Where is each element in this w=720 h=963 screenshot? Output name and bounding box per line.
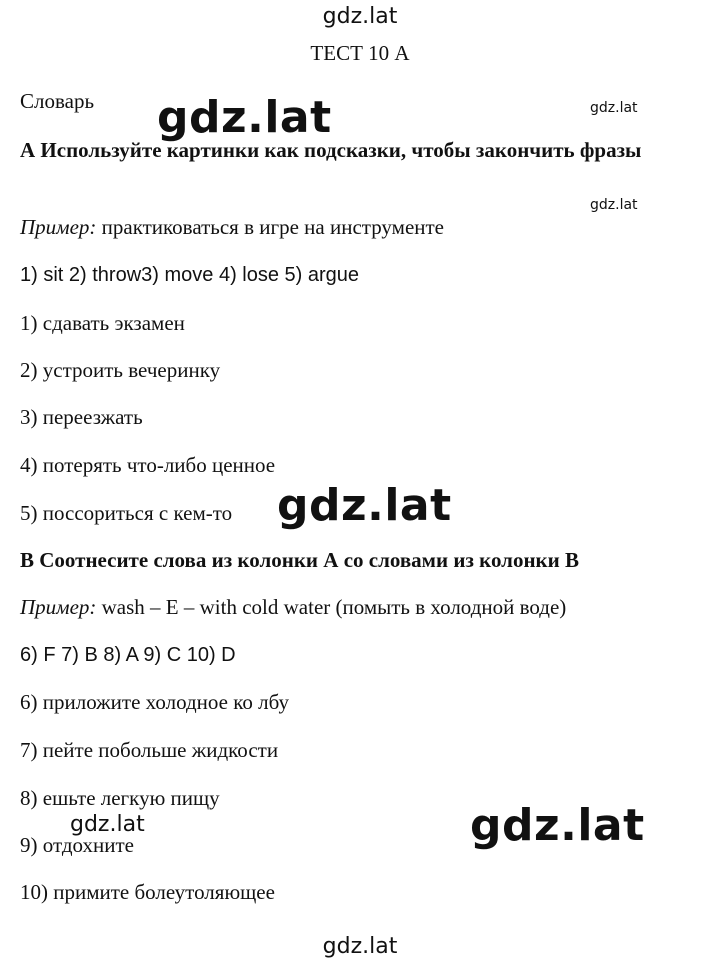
part-b-item-9: 9) отдохните: [20, 833, 135, 857]
part-a-item-3: 3) переезжать: [20, 405, 143, 429]
part-b-item-8: 8) ешьте легкую пищу: [20, 786, 220, 810]
watermark-top: gdz.lat: [322, 4, 398, 29]
part-a-example-label: Пример:: [20, 215, 97, 239]
part-b-example-text: wash – E – with cold water (помыть в холодной воде): [101, 595, 567, 619]
watermark-bottom: gdz.lat: [322, 934, 398, 959]
watermark-small-left: gdz.lat: [70, 812, 145, 837]
part-a-item-5: 5) поссориться с кем-то: [20, 501, 233, 525]
part-b-example: [20, 594, 566, 620]
part-a-heading: А Используйте картинки как подсказки, чтобы закончить фразы: [20, 138, 642, 162]
part-a-example: [20, 214, 444, 240]
part-a-answers: 1) sit 2) throw3) move 4) lose 5) argue: [20, 264, 360, 286]
part-b-item-6: 6) приложите холодное ко лбу: [20, 690, 289, 714]
watermark-small-right-2: gdz.lat: [590, 197, 638, 213]
part-b-answers: 6) F 7) B 8) A 9) C 10) D: [20, 644, 236, 666]
part-b-example-label: Пример:: [20, 595, 97, 619]
part-a-item-4: 4) потерять что-либо ценное: [20, 453, 276, 477]
part-a-item-2: 2) устроить вечеринку: [20, 358, 221, 382]
watermark-big-middle: gdz.lat: [277, 480, 452, 531]
watermark-big-bottom-right: gdz.lat: [470, 800, 645, 851]
part-a-item-1: 1) сдавать экзамен: [20, 311, 185, 335]
part-a-example-text: практиковаться в игре на инструменте: [101, 215, 444, 239]
watermark-small-right-1: gdz.lat: [590, 100, 638, 116]
part-b-item-7: 7) пейте побольше жидкости: [20, 738, 279, 762]
part-b-item-10: 10) примите болеутоляющее: [20, 880, 275, 904]
watermark-big-top: gdz.lat: [157, 92, 332, 143]
page-title: ТЕСТ 10 А: [310, 41, 410, 65]
section-label: Словарь: [20, 89, 95, 113]
part-b-heading: В Соотнесите слова из колонки А со словами из колонки В: [20, 548, 580, 572]
